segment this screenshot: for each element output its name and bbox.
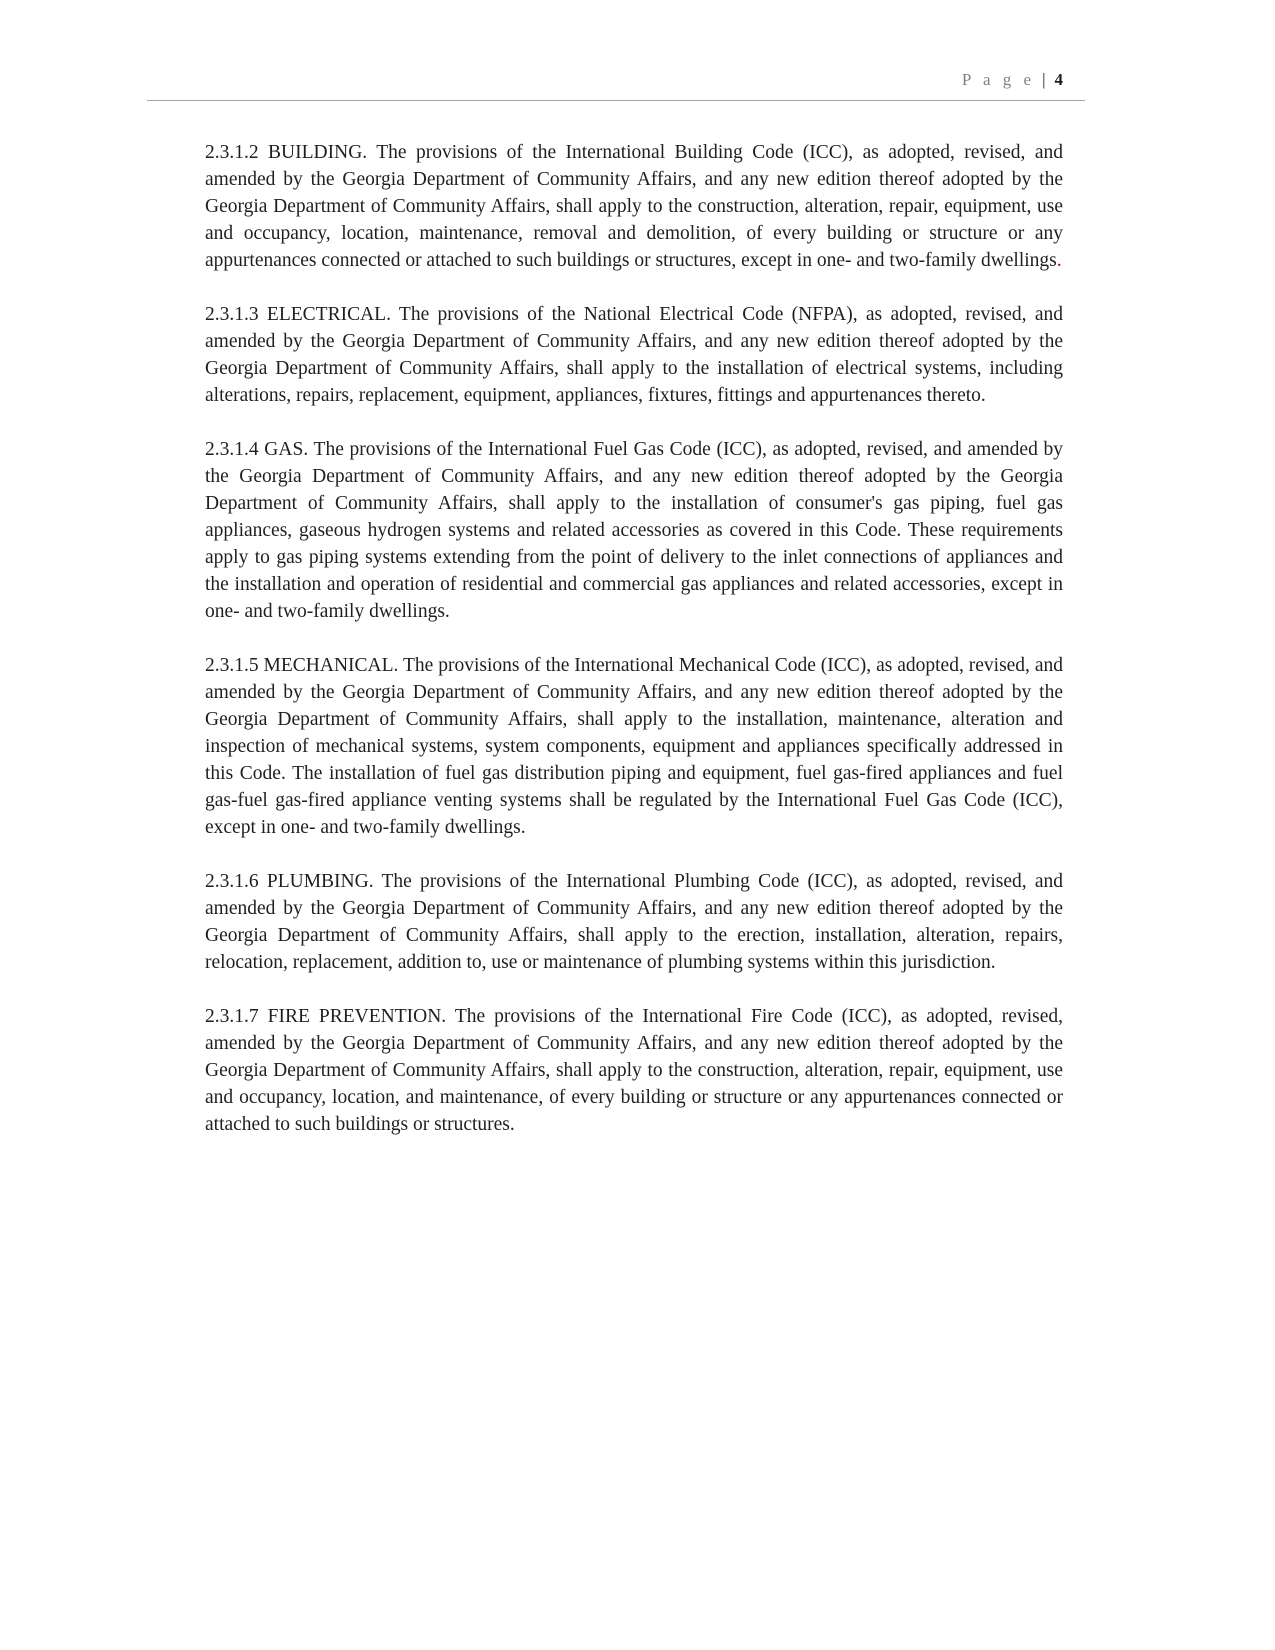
code-section [205, 652, 1063, 841]
section-body: The provisions of the International Mechanical Code (ICC), as adopted, revised, and amended by the Georgia Department of Community Affairs, and any new edition thereof adopted by the Georgia Department of Community Affairs, shall apply to the installation, maintenance, alteration and inspection of mechanical systems, system components, equipment and appliances specifically addressed in this Code. The installation of fuel gas distribution piping and equipment, fuel gas-fired appliances and fuel gas-fuel gas-fired appliance venting systems shall be regulated by the International Fuel Gas Code (ICC), except in one- and two-family dwellings. [205, 655, 1064, 838]
page-number: 4 [1054, 70, 1063, 89]
code-section [205, 139, 1063, 274]
section-red-suffix: . [1056, 250, 1062, 271]
section-body: The provisions of the International Fuel Gas Code (ICC), as adopted, revised, and amended by the Georgia Department of Community Affairs, and any new edition thereof adopted by the Georgia Department of Community Affairs, shall apply to the installation of consumer's gas piping, fuel gas appliances, gaseous hydrogen systems and related accessories as covered in this Code. These requirements apply to gas piping systems extending from the point of delivery to the inlet connections of appliances and the installation and operation of residential and commercial gas appliances and related accessories, except in one- and two-family dwellings. [205, 439, 1063, 622]
section-heading: 2.3.1.2 BUILDING. [205, 142, 368, 163]
code-section [205, 436, 1063, 625]
section-body: The provisions of the National Electrical Code (NFPA), as adopted, revised, and amended by the Georgia Department of Community Affairs, and any new edition thereof adopted by the Georgia Department of Community Affairs, shall apply to the installation of electrical systems, including alterations, repairs, replacement, equipment, appliances, fixtures, fittings and appurtenances thereto. [205, 304, 1063, 406]
code-section [205, 868, 1063, 976]
page-header [962, 70, 1063, 90]
section-heading: 2.3.1.7 FIRE PREVENTION. [205, 1006, 447, 1027]
section-body: The provisions of the International Plumbing Code (ICC), as adopted, revised, and amended by the Georgia Department of Community Affairs, and any new edition thereof adopted by the Georgia Department of Community Affairs, shall apply to the erection, installation, alteration, repairs, relocation, replacement, addition to, use or maintenance of plumbing systems within this jurisdiction. [205, 871, 1064, 973]
page-separator: | [1042, 70, 1050, 89]
page-label: P a g e [961, 70, 1036, 89]
section-heading: 2.3.1.3 ELECTRICAL. [205, 304, 391, 325]
document-body [205, 139, 1063, 1165]
code-section [205, 1003, 1063, 1138]
section-body: The provisions of the International Fire Code (ICC), as adopted, revised, amended by the Georgia Department of Community Affairs, and any new edition thereof adopted by the Georgia Department of Community Affairs, shall apply to the construction, alteration, repair, equipment, use and occupancy, location, and maintenance, of every building or structure or any appurtenances connected or attached to such buildings or structures. [205, 1006, 1063, 1135]
section-heading: 2.3.1.5 MECHANICAL. [205, 655, 399, 676]
header-divider [147, 100, 1085, 101]
section-heading: 2.3.1.6 PLUMBING. [205, 871, 374, 892]
section-heading: 2.3.1.4 GAS. [205, 439, 309, 460]
code-section [205, 301, 1063, 409]
section-body: The provisions of the International Building Code (ICC), as adopted, revised, and amended by the Georgia Department of Community Affairs, and any new edition thereof adopted by the Georgia Department of Community Affairs, shall apply to the construction, alteration, repair, equipment, use and occupancy, location, maintenance, removal and demolition, of every building or structure or any appurtenances connected or attached to such buildings or structures, except in one- and two-family dwellings [205, 142, 1063, 271]
